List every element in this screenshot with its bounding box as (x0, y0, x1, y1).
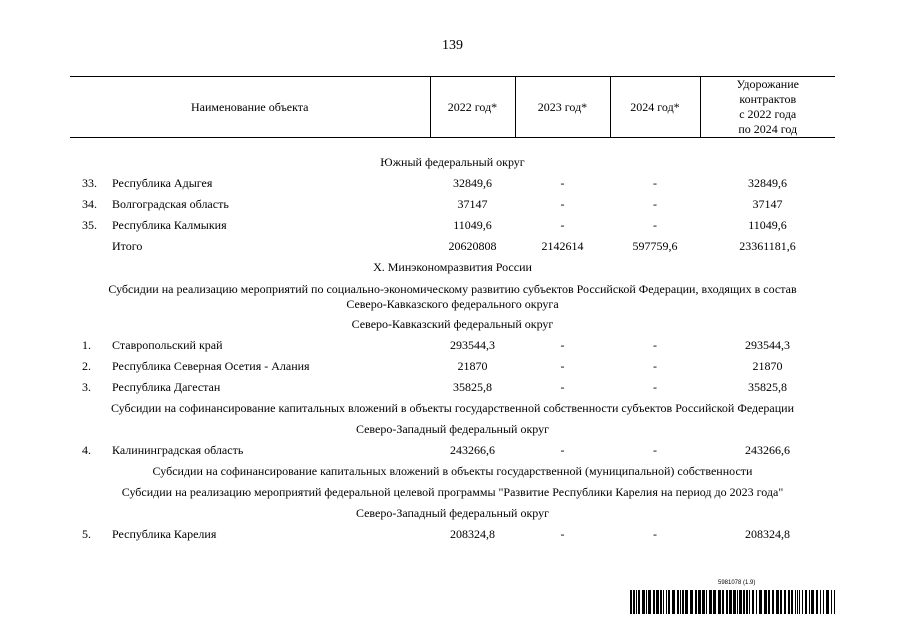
value-increase: 243266,6 (745, 443, 790, 457)
section-north-west-1: Северо-Западный федеральный округ (355, 422, 550, 436)
value-2022: 32849,6 (453, 176, 492, 190)
value-2022: 243266,6 (450, 443, 495, 457)
value-2024: - (653, 197, 657, 211)
row-number: 2. (82, 359, 91, 373)
table-row (70, 335, 835, 356)
row-number: 1. (82, 338, 91, 352)
value-2024: - (653, 338, 657, 352)
value-increase: 35825,8 (748, 380, 787, 394)
row-number: 34. (82, 197, 97, 211)
table-row (70, 194, 835, 215)
value-2023: - (560, 359, 565, 373)
value-2022: 11049,6 (453, 218, 492, 232)
value-2024: - (653, 176, 657, 190)
budget-table (70, 76, 835, 545)
region-name: Республика Северная Осетия - Алания (112, 359, 310, 373)
total-2022: 20620808 (448, 239, 497, 253)
value-2022: 37147 (457, 197, 488, 211)
header-increase: Удорожание контрактов с 2022 года по 2024 год (700, 77, 835, 138)
total-row (70, 236, 835, 257)
row-number: 5. (82, 527, 91, 541)
header-2023: 2023 год* (515, 77, 610, 138)
table-row (70, 215, 835, 236)
region-name: Ставропольский край (112, 338, 223, 352)
region-name: Республика Дагестан (112, 380, 221, 394)
header-2022: 2022 год* (430, 77, 515, 138)
barcode (630, 590, 835, 614)
subsidy-heading-3: Субсидии на софинансирование капитальных вложений в объекты государственной (муниципальной) собственности (152, 464, 753, 478)
section-south: Южный федеральный округ (380, 155, 525, 169)
value-2022: 21870 (457, 359, 488, 373)
value-2023: - (560, 527, 565, 541)
value-2023: - (560, 197, 565, 211)
region-name: Республика Калмыкия (112, 218, 227, 232)
value-2024: - (653, 527, 657, 541)
barcode-label: 5981078 (1.9) (718, 580, 756, 586)
region-name: Республика Адыгея (112, 176, 213, 190)
header-2024: 2024 год* (610, 77, 700, 138)
total-increase: 23361181,6 (739, 239, 796, 253)
value-2023: - (560, 176, 565, 190)
region-name: Калининградская область (112, 443, 244, 457)
value-increase: 32849,6 (748, 176, 787, 190)
value-2023: - (560, 338, 565, 352)
table-row (70, 440, 835, 461)
row-number: 33. (82, 176, 97, 190)
table-row (70, 356, 835, 377)
value-increase: 293544,3 (745, 338, 790, 352)
row-number: 35. (82, 218, 97, 232)
table-row (70, 173, 835, 194)
value-2022: 208324,8 (450, 527, 495, 541)
row-number: 4. (82, 443, 91, 457)
value-increase: 37147 (752, 197, 783, 211)
value-increase: 208324,8 (745, 527, 790, 541)
total-2023: 2142614 (541, 239, 584, 253)
region-name: Волгоградская область (112, 197, 229, 211)
value-2024: - (653, 359, 657, 373)
section-ministry: X. Минэкономразвития России (373, 260, 532, 274)
value-2022: 35825,8 (453, 380, 492, 394)
subsidy-heading-2: Субсидии на софинансирование капитальных вложений в объекты государственной собственности субъектов Российской Федерации (110, 401, 795, 415)
table-header (70, 77, 835, 138)
row-number: 3. (82, 380, 91, 394)
value-2023: - (560, 380, 565, 394)
total-2024: 597759,6 (632, 239, 678, 253)
page-number: 139 (442, 38, 463, 53)
subsidy-heading-4: Субсидии на реализацию мероприятий федеральной целевой программы "Развитие Республики Карелия на период до 2023 года" (121, 485, 784, 499)
value-2023: - (560, 218, 565, 232)
header-name: Наименование объекта (70, 77, 430, 138)
table-row (70, 524, 835, 545)
subsidy-heading-1: Субсидии на реализацию мероприятий по социально-экономическому развитию субъектов Российской Федерации, входящих в состав Северо-Кавказского федерального округа (108, 282, 797, 311)
value-2024: - (653, 443, 657, 457)
value-2023: - (560, 443, 565, 457)
value-2024: - (653, 380, 657, 394)
value-2022: 293544,3 (450, 338, 495, 352)
total-label: Итого (112, 239, 143, 253)
table-row (70, 377, 835, 398)
value-increase: 11049,6 (748, 218, 787, 232)
value-increase: 21870 (752, 359, 783, 373)
section-north-west-2: Северо-Западный федеральный округ (355, 506, 550, 520)
region-name: Республика Карелия (112, 527, 217, 541)
value-2024: - (653, 218, 657, 232)
section-north-caucasus: Северо-Кавказский федеральный округ (351, 317, 554, 331)
